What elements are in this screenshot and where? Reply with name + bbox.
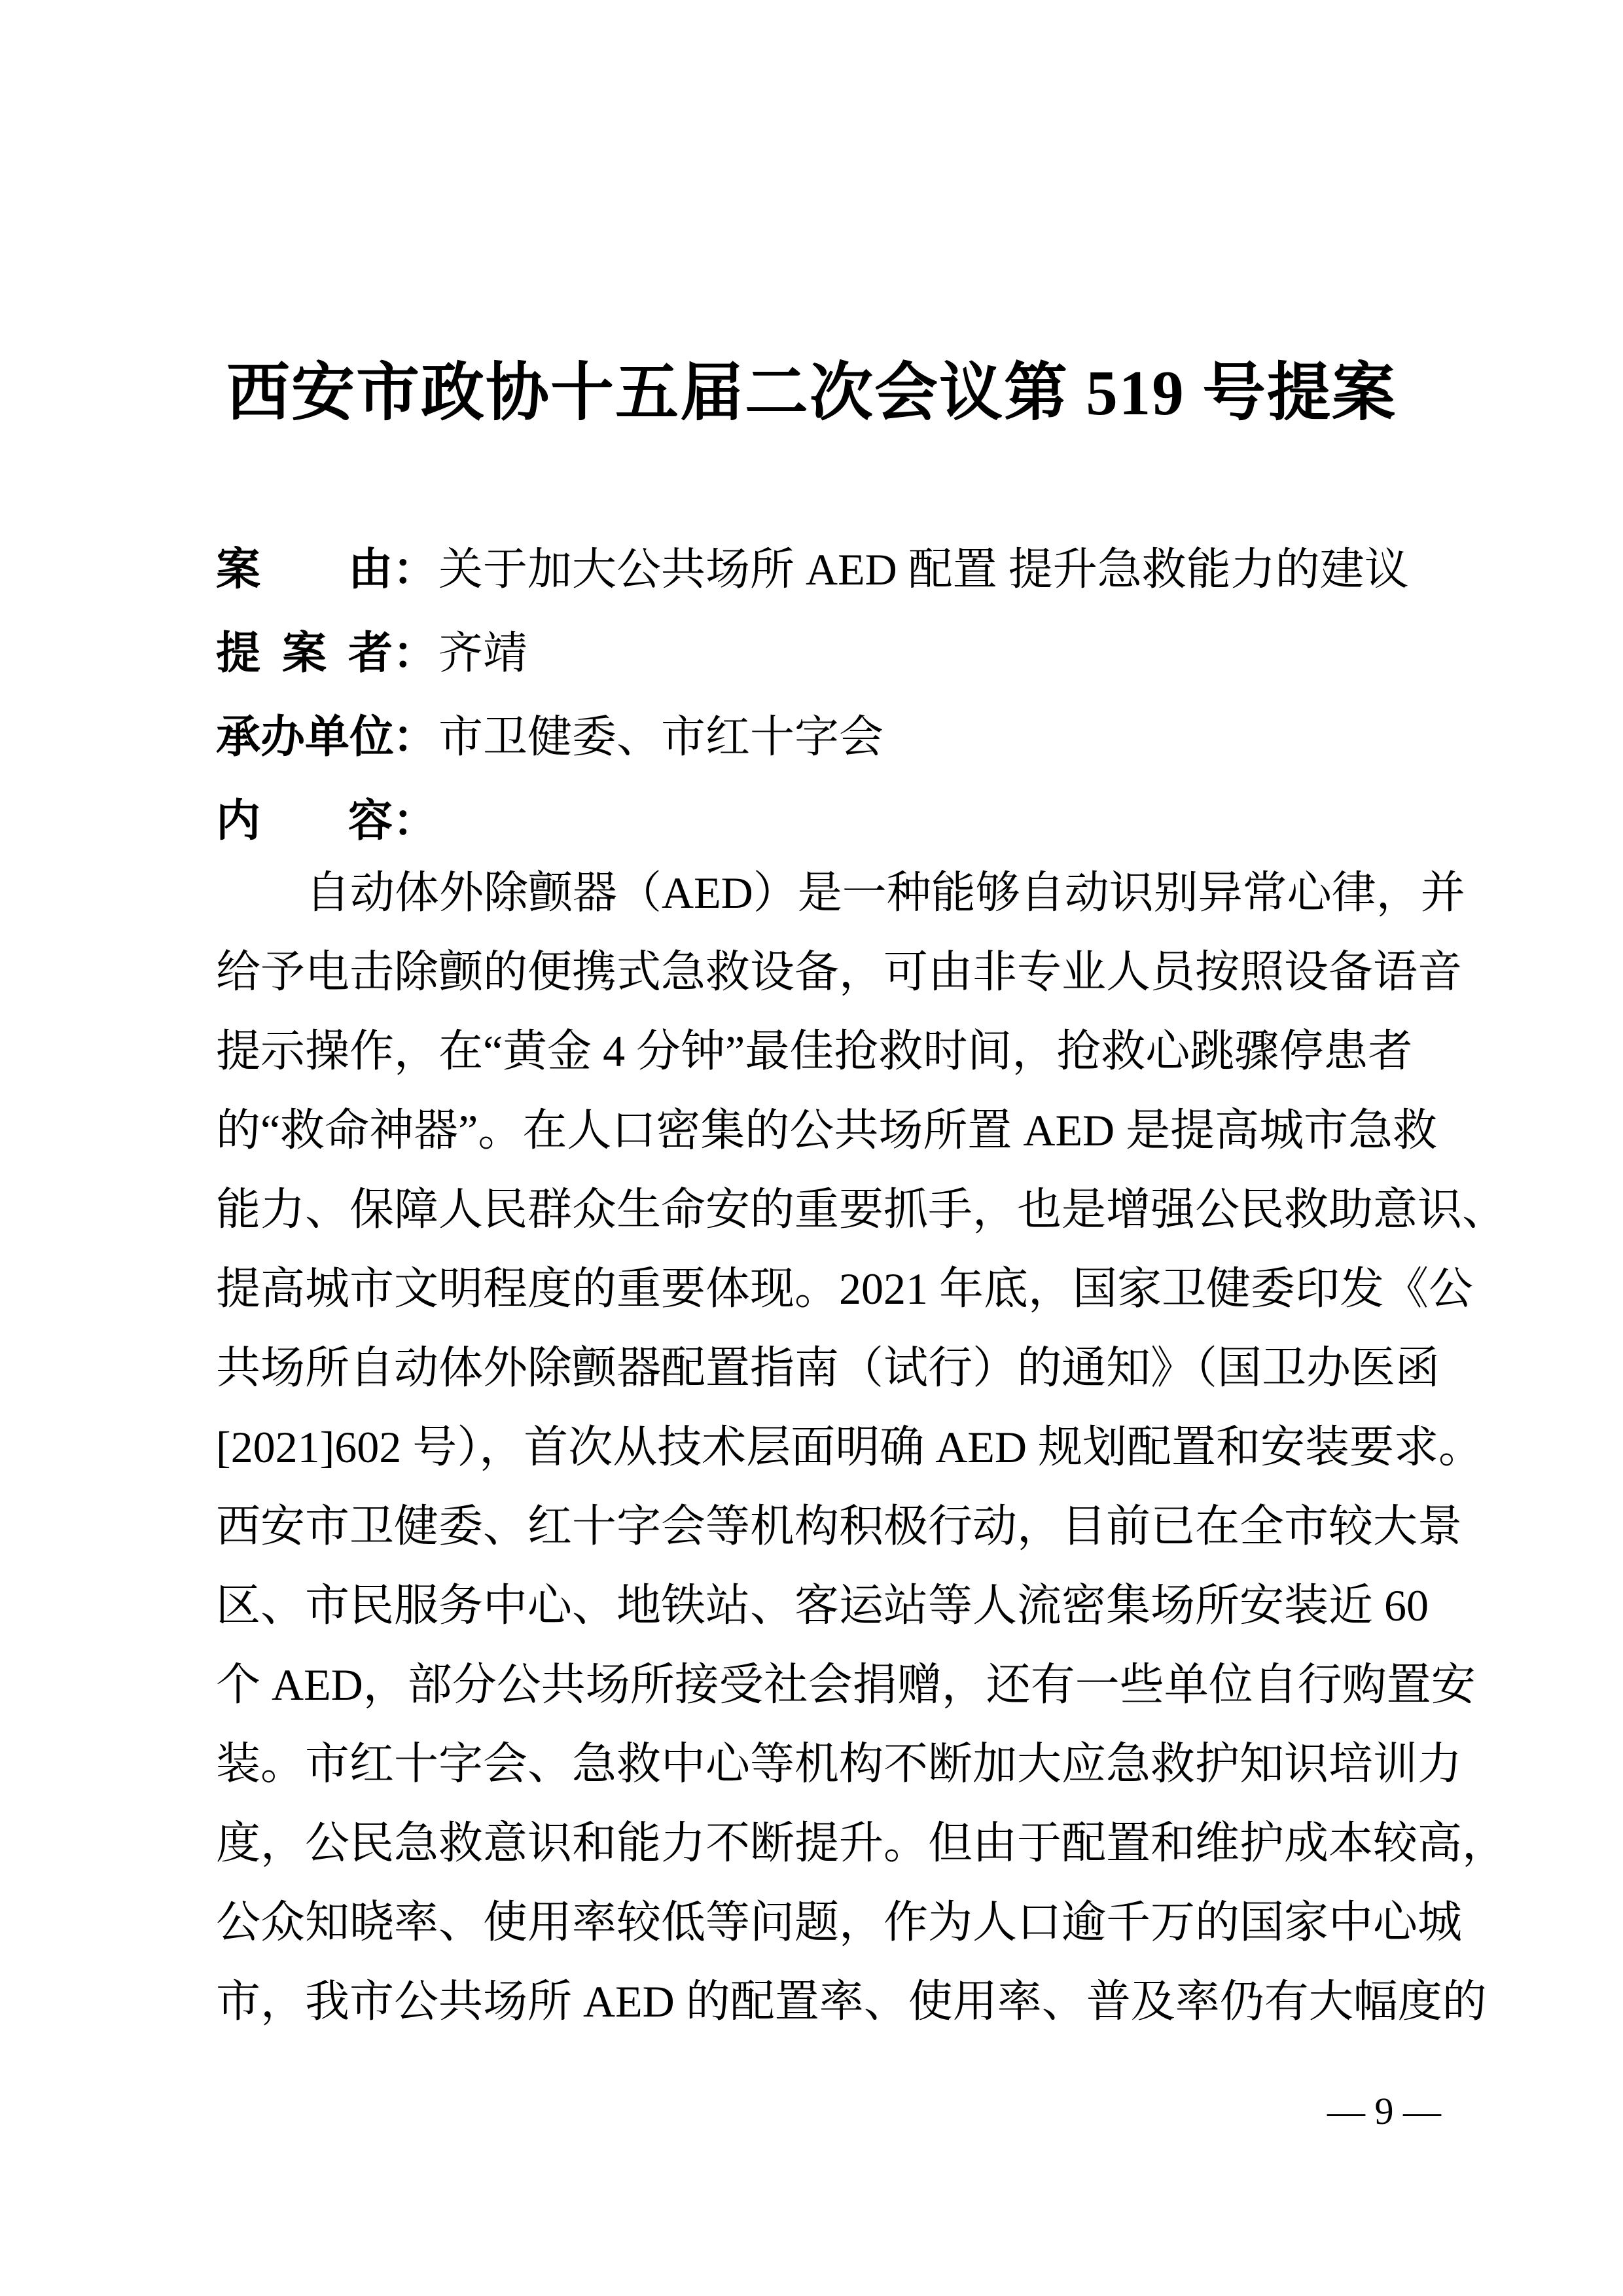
body-line: 市，我市公共场所 AED 的配置率、使用率、普及率仍有大幅度的 xyxy=(216,1977,1487,2026)
field-case-subject xyxy=(216,528,1427,611)
body-line: 公众知晓率、使用率较低等问题，作为人口逾千万的国家中心城 xyxy=(216,1897,1463,1947)
body-line: 给予电击除颤的便携式急救设备，可由非专业人员按照设备语音 xyxy=(216,947,1463,997)
page-title: 西安市政协十五届二次会议第 519 号提案 xyxy=(226,358,1397,428)
meta-fields xyxy=(216,528,1427,863)
body-line: 共场所自动体外除颤器配置指南（试行）的通知》（国卫办医函 xyxy=(216,1343,1440,1393)
field-handling-unit-label: 承办单位 xyxy=(216,712,395,762)
body-line: [2021]602 号），首次从技术层面明确 AED 规划配置和安装要求。 xyxy=(216,1422,1484,1472)
body-line: 个 AED，部分公共场所接受社会捐赠，还有一些单位自行购置安 xyxy=(216,1660,1476,1710)
body-line: 提高城市文明程度的重要体现。2021 年底，国家卫健委印发《公 xyxy=(216,1264,1474,1314)
field-proposer-colon: ： xyxy=(393,628,438,678)
field-case-subject-label: 案由 xyxy=(216,545,393,594)
body-line: 区、市民服务中心、地铁站、客运站等人流密集场所安装近 60 xyxy=(216,1581,1429,1630)
body-line: 能力、保障人民群众生命安的重要抓手，也是增强公民救助意识、 xyxy=(216,1185,1507,1234)
field-content-heading-colon: ： xyxy=(393,796,438,846)
body-line: 的“救命神器”。在人口密集的公共场所置 AED 是提高城市急救 xyxy=(216,1105,1438,1155)
body-line: 度，公民急救意识和能力不断提升。但由于配置和维护成本较高， xyxy=(216,1818,1507,1868)
field-case-subject-colon: ： xyxy=(393,545,438,594)
page-number: — 9 — xyxy=(1327,2090,1441,2132)
field-handling-unit xyxy=(216,695,1427,779)
field-content-heading-label: 内容 xyxy=(216,796,393,846)
body-line: 自动体外除颤器（AED）是一种能够自动识别异常心律，并 xyxy=(306,868,1465,918)
field-content-heading xyxy=(216,779,1427,863)
field-proposer-label: 提案者 xyxy=(216,628,393,678)
body-line: 提示操作，在“黄金 4 分钟”最佳抢救时间，抢救心跳骤停患者 xyxy=(216,1026,1413,1076)
field-proposer-value: 齐靖 xyxy=(438,628,528,678)
field-handling-unit-value: 市卫健委、市红十字会 xyxy=(438,712,884,762)
field-case-subject-value: 关于加大公共场所 AED 配置 提升急救能力的建议 xyxy=(438,545,1409,594)
body-line: 西安市卫健委、红十字会等机构积极行动，目前已在全市较大景 xyxy=(216,1501,1463,1551)
document-body xyxy=(216,853,1507,2041)
field-handling-unit-colon: ： xyxy=(393,712,438,762)
body-line: 装。市红十字会、急救中心等机构不断加大应急救护知识培训力 xyxy=(216,1739,1463,1789)
field-proposer xyxy=(216,611,1427,695)
